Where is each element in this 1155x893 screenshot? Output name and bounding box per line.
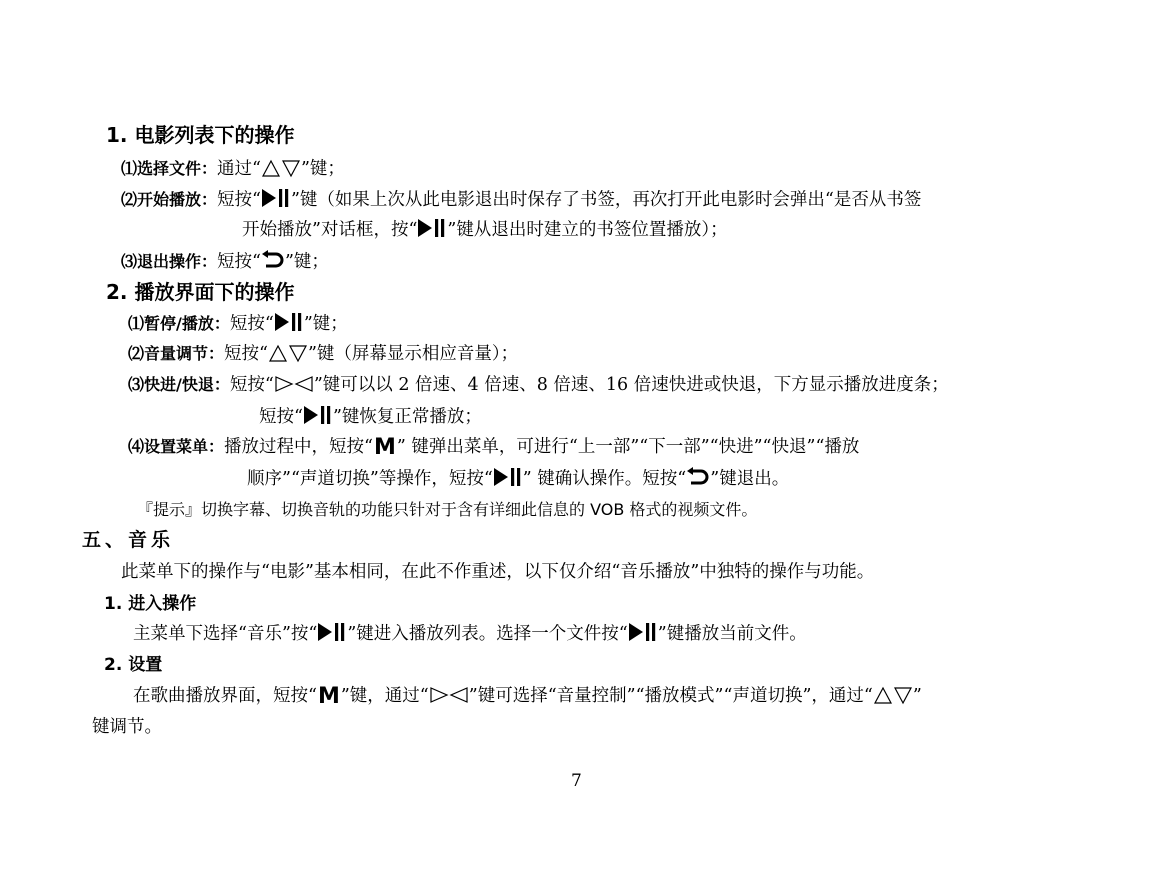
play-pause-icon	[417, 217, 447, 239]
text: 开始播放”对话框，按“	[242, 220, 418, 240]
enter-operation-text	[133, 621, 807, 646]
play-pause-icon	[493, 466, 523, 488]
right-left-triangle-icon	[274, 374, 314, 394]
text: 短按“	[229, 375, 274, 395]
return-icon	[686, 466, 710, 488]
text: ”	[912, 686, 922, 706]
play-pause-icon	[274, 311, 304, 333]
m-key-icon: M	[317, 684, 340, 709]
return-icon	[261, 249, 285, 271]
play-pause-icon	[628, 621, 658, 643]
label-exit: ⑶退出操作：	[121, 252, 218, 271]
text: ”键可选择“音量控制”“播放模式”“声道切换”，通过“	[468, 686, 873, 706]
label-select-file: ⑴选择文件：	[121, 159, 218, 178]
text: 短按“	[259, 407, 303, 427]
item-settings-menu-cont	[247, 466, 789, 491]
right-left-triangle-icon	[429, 685, 469, 705]
item-ff-rw	[128, 373, 949, 397]
text: ”键（如果上次从此电影退出时保存了书签，再次打开此电影时会弹出“是否从书签	[290, 190, 922, 210]
text: ”键恢复正常播放；	[332, 407, 482, 427]
heading-settings: 2. 设置	[104, 655, 163, 675]
text: 短按“	[224, 344, 268, 364]
play-pause-icon	[303, 404, 333, 426]
text: ”键从退出时建立的书签位置播放）；	[447, 220, 728, 240]
item-start-play-cont	[242, 217, 728, 242]
text: 短按“	[217, 252, 261, 272]
text: ”键；	[303, 314, 348, 334]
text: 在歌曲播放界面，短按“	[133, 686, 317, 706]
music-intro: 此菜单下的操作与“电影”基本相同，在此不作重述，以下仅介绍“音乐播放”中独特的操作与功能。	[121, 562, 875, 582]
page-number: 7	[571, 771, 582, 791]
text: 短按“	[229, 314, 274, 334]
label-settings-menu: ⑷设置菜单：	[128, 437, 225, 456]
text: ”键退出。	[710, 469, 790, 489]
heading-playback-screen: 2. 播放界面下的操作	[106, 280, 295, 304]
tip-note: 『提示』切换字幕、切换音轨的功能只针对于含有详细此信息的 VOB 格式的视频文件。	[137, 500, 758, 519]
text: 短按“	[217, 190, 261, 210]
up-down-triangle-icon	[873, 685, 913, 705]
text: 通过“	[217, 159, 261, 179]
text: ” 键弹出菜单，可进行“上一部”“下一部”“快进”“快退”“播放	[396, 437, 860, 457]
text: ”键进入播放列表。选择一个文件按“	[347, 624, 628, 644]
text: ”键；	[300, 159, 345, 179]
text: 播放过程中，短按“	[224, 437, 373, 457]
item-settings-menu	[128, 435, 859, 459]
settings-text-cont: 键调节。	[92, 717, 162, 737]
up-down-triangle-icon	[268, 343, 308, 363]
heading-movie-list: 1. 电影列表下的操作	[106, 123, 295, 147]
text: ”键；	[284, 252, 329, 272]
item-ff-rw-cont	[259, 404, 482, 429]
label-ff-rw: ⑶快进/快退：	[128, 375, 230, 394]
text: ” 键确认操作。短按“	[522, 469, 687, 489]
label-pause-play: ⑴暂停/播放：	[128, 314, 230, 333]
text: ”键（屏幕显示相应音量）；	[307, 344, 519, 364]
text: ”键可以以 2 倍速、4 倍速、8 倍速、16 倍速快进或快退，下方显示播放进度条；	[313, 375, 949, 395]
item-pause-play	[128, 311, 348, 336]
text: 顺序”“声道切换”等操作，短按“	[247, 469, 493, 489]
text: ”键，通过“	[340, 686, 429, 706]
label-volume: ⑵音量调节：	[128, 344, 225, 363]
item-volume	[128, 342, 518, 366]
section-music-heading: 五、音乐	[82, 529, 175, 551]
item-exit	[121, 249, 329, 274]
up-down-triangle-icon	[261, 158, 301, 178]
item-start-play	[121, 187, 921, 212]
text: ”键播放当前文件。	[657, 624, 807, 644]
play-pause-icon	[261, 187, 291, 209]
heading-enter-operation: 1. 进入操作	[104, 594, 197, 614]
play-pause-icon	[317, 621, 347, 643]
item-select-file	[121, 157, 345, 181]
m-key-icon: M	[373, 435, 396, 460]
text: 主菜单下选择“音乐”按“	[133, 624, 318, 644]
settings-text	[133, 684, 922, 708]
label-start-play: ⑵开始播放：	[121, 190, 218, 209]
